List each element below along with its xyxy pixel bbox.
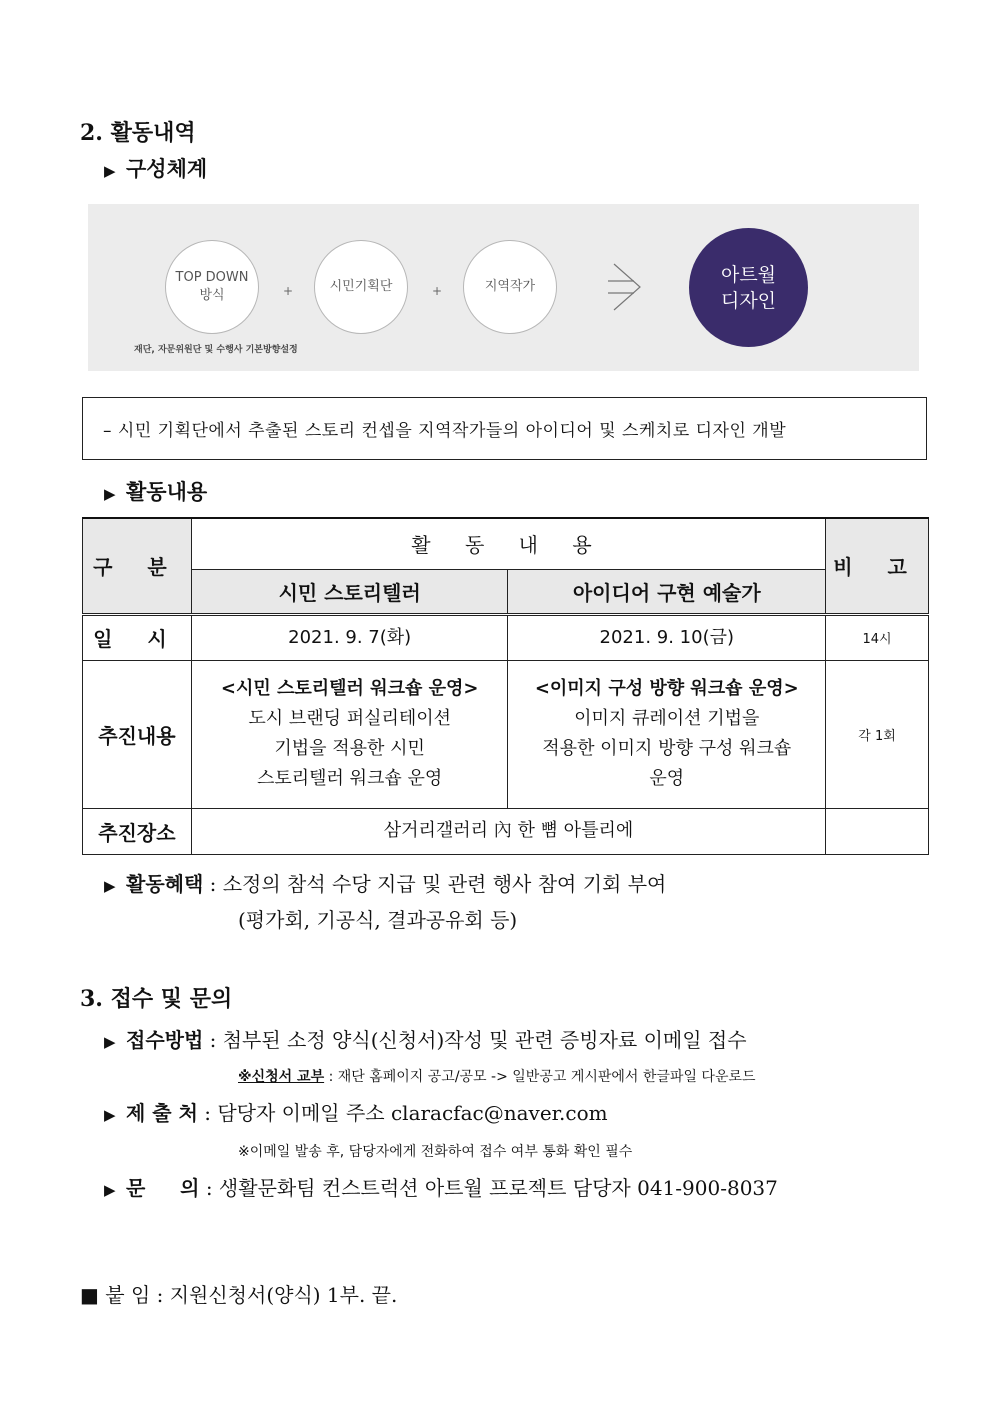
method-line	[104, 1024, 747, 1053]
result-circle-artwall-design	[689, 228, 808, 347]
venue-value: 삼거리갤러리 內 한 뼘 아틀리에	[191, 808, 825, 854]
subheader-artist: 아이디어 구현 예술가	[508, 569, 826, 614]
method-note	[238, 1066, 756, 1086]
attachment-text: 붙 임 : 지원신청서(양식) 1부. 끝.	[105, 1283, 398, 1307]
circle-top-down-label: TOP DOWN 방식	[175, 270, 249, 303]
header-activity: 활 동 내 용	[191, 518, 825, 569]
arrow-right-icon	[608, 260, 644, 314]
attachment-line	[80, 1279, 397, 1308]
structure-diagram	[88, 204, 919, 371]
structure-heading-text: 구성체계	[126, 156, 208, 181]
content-right-title: <이미지 구성 방향 워크숍 운영>	[534, 678, 799, 699]
content-left-title: <시민 스토리텔러 워크숍 운영>	[220, 678, 479, 699]
row-label-venue: 추진장소	[83, 808, 192, 854]
bullet-icon: ▶	[104, 1181, 116, 1199]
benefit-text: : 소정의 참석 수당 지급 및 관련 행사 참여 기회 부여	[209, 872, 667, 896]
submit-line	[104, 1097, 608, 1126]
method-label: 접수방법	[126, 1028, 204, 1052]
result-label: 아트월 디자인	[720, 263, 777, 312]
circle-citizen-planners	[314, 240, 408, 334]
venue-note	[826, 808, 929, 854]
content-heading-text: 활동내용	[126, 479, 208, 504]
content-left-body: 도시 브랜딩 퍼실리테이션 기법을 적용한 시민 스토리텔러 워크숍 운영	[248, 708, 452, 789]
circle-local-artists-label: 지역작가	[484, 279, 536, 294]
inquiry-label: 문 의	[126, 1176, 200, 1200]
plus-icon: +	[283, 284, 294, 298]
content-right	[508, 660, 826, 808]
header-category: 구 분	[83, 518, 192, 614]
bullet-icon: ▶	[104, 162, 116, 180]
content-note: 각 1회	[826, 660, 929, 808]
benefit-line	[104, 868, 666, 897]
bullet-icon: ▶	[104, 877, 116, 895]
content-left	[191, 660, 508, 808]
circle-top-down	[165, 240, 259, 334]
submit-label: 제 출 처	[126, 1101, 198, 1125]
bullet-icon: ▶	[104, 1106, 116, 1124]
method-note-label: ※신청서 교부	[238, 1069, 325, 1085]
submit-text: : 담당자 이메일 주소 claracfac@naver.com	[204, 1101, 608, 1125]
section3-title: 3. 접수 및 문의	[80, 986, 233, 1012]
summary-box	[82, 397, 927, 460]
structure-heading	[104, 153, 207, 183]
date-right: 2021. 9. 10(금)	[508, 614, 826, 660]
summary-text: – 시민 기획단에서 추출된 스토리 컨셉을 지역작가들의 아이디어 및 스케치로 디자인 개발	[103, 421, 787, 441]
section2-title: 2. 활동내역	[80, 120, 196, 146]
content-right-body: 이미지 큐레이션 기법을 적용한 이미지 방향 구성 워크숍 운영	[542, 708, 792, 789]
plus-icon: +	[432, 284, 443, 298]
benefit-text-2: (평가회, 기공식, 결과공유회 등)	[238, 908, 518, 932]
row-label-date: 일 시	[83, 614, 192, 660]
date-note: 14시	[826, 614, 929, 660]
diagram-caption: 재단, 자문위원단 및 수행사 기본방향설정	[134, 345, 298, 355]
row-label-content: 추진내용	[83, 660, 192, 808]
header-note: 비 고	[826, 518, 929, 614]
submit-note: ※이메일 발송 후, 담당자에게 전화하여 접수 여부 통화 확인 필수	[238, 1144, 633, 1160]
bullet-icon: ▶	[104, 1033, 116, 1051]
date-left: 2021. 9. 7(화)	[191, 614, 508, 660]
bullet-icon: ▶	[104, 485, 116, 503]
activity-table	[82, 517, 929, 855]
square-icon: ■	[80, 1283, 99, 1307]
circle-citizen-planners-label: 시민기획단	[329, 279, 393, 294]
inquiry-line	[104, 1172, 778, 1201]
circle-local-artists	[463, 240, 557, 334]
benefit-label: 활동혜택	[126, 872, 204, 896]
inquiry-text: : 생활문화팀 컨스트럭션 아트월 프로젝트 담당자 041-900-8037	[205, 1176, 778, 1200]
method-text: : 첨부된 소정 양식(신청서)작성 및 관련 증빙자료 이메일 접수	[209, 1028, 747, 1052]
content-heading	[104, 476, 207, 506]
subheader-storyteller: 시민 스토리텔러	[191, 569, 508, 614]
method-note-text: : 재단 홈페이지 공고/공모 -> 일반공고 게시판에서 한글파일 다운로드	[328, 1069, 756, 1085]
